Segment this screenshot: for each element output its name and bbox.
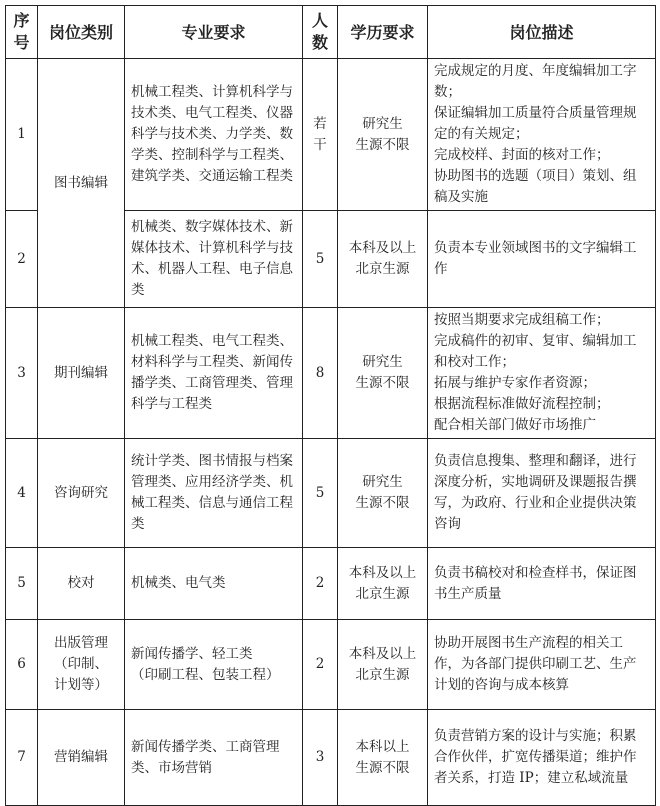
row-description: 协助开展图书生产流程的相关工作，为各部门提供印刷工艺、生产计划的咨询与成本核算 bbox=[428, 620, 656, 710]
row-education: 本科以上 生源不限 bbox=[338, 710, 428, 806]
row-count: 8 bbox=[303, 308, 338, 439]
row-category: 期刊编辑 bbox=[38, 308, 125, 439]
row-major: 统计学类、图书情报与档案管理类、应用经济学类、机械工程类、信息与通信工程类 bbox=[125, 439, 303, 548]
row-count: 2 bbox=[303, 620, 338, 710]
row-education: 本科及以上 北京生源 bbox=[338, 548, 428, 620]
row-education: 研究生 生源不限 bbox=[338, 439, 428, 548]
row-count: 2 bbox=[303, 548, 338, 620]
row-seq: 2 bbox=[6, 211, 38, 308]
header-seq: 序 号 bbox=[6, 6, 38, 59]
row-description: 负责书稿校对和检查样书，保证图书生产质量 bbox=[428, 548, 656, 620]
row-major: 机械工程类、计算机科学与技术类、电气工程类、仪器科学与技术类、力学类、数学类、控制科学与工程类、建筑学类、交通运输工程类 bbox=[125, 59, 303, 211]
row-seq: 7 bbox=[6, 710, 38, 806]
row-description: 负责营销方案的设计与实施；积累合作伙伴，扩宽传播渠道；维护作者关系，打造 IP；建立私域流量 bbox=[428, 710, 656, 806]
table-row bbox=[6, 710, 656, 806]
row-category: 营销编辑 bbox=[38, 710, 125, 806]
row-major: 机械类、电气类 bbox=[125, 548, 303, 620]
row-seq: 4 bbox=[6, 439, 38, 548]
row-seq: 1 bbox=[6, 59, 38, 211]
header-major: 专业要求 bbox=[125, 6, 303, 59]
job-table bbox=[5, 5, 656, 806]
table-row bbox=[6, 439, 656, 548]
row-description: 负责信息搜集、整理和翻译，进行深度分析，实地调研及课题报告撰写，为政府、行业和企业提供决策咨询 bbox=[428, 439, 656, 548]
row-education: 研究生 生源不限 bbox=[338, 59, 428, 211]
header-description: 岗位描述 bbox=[428, 6, 656, 59]
row-description: 完成规定的月度、年度编辑加工字数； 保证编辑加工质量符合质量管理规定的有关规定； 完成校样、封面的核对工作； 协助图书的选题（项目）策划、组稿及实施 bbox=[428, 59, 656, 211]
row-major: 机械类、数字媒体技术、新媒体技术、计算机科学与技术、机器人工程、电子信息类 bbox=[125, 211, 303, 308]
header-row bbox=[6, 6, 656, 59]
row-description: 按照当期要求完成组稿工作； 完成稿件的初审、复审、编辑加工和校对工作； 拓展与维护专家作者资源； 根据流程标准做好流程控制； 配合相关部门做好市场推广 bbox=[428, 308, 656, 439]
header-count: 人 数 bbox=[303, 6, 338, 59]
row-major: 机械工程类、电气工程类、材料科学与工程类、新闻传播学类、工商管理类、管理科学与工程类 bbox=[125, 308, 303, 439]
row-category: 咨询研究 bbox=[38, 439, 125, 548]
row-description: 负责本专业领域图书的文字编辑工作 bbox=[428, 211, 656, 308]
row-seq: 3 bbox=[6, 308, 38, 439]
table-row bbox=[6, 308, 656, 439]
header-education: 学历要求 bbox=[338, 6, 428, 59]
table-row bbox=[6, 620, 656, 710]
row-seq: 6 bbox=[6, 620, 38, 710]
row-seq: 5 bbox=[6, 548, 38, 620]
row-category: 图书编辑 bbox=[38, 59, 125, 308]
row-count: 5 bbox=[303, 439, 338, 548]
row-category: 校对 bbox=[38, 548, 125, 620]
header-category: 岗位类别 bbox=[38, 6, 125, 59]
row-education: 研究生 生源不限 bbox=[338, 308, 428, 439]
row-education: 本科及以上 北京生源 bbox=[338, 620, 428, 710]
row-major: 新闻传播学、轻工类 （印刷工程、包装工程） bbox=[125, 620, 303, 710]
row-major: 新闻传播学类、工商管理类、市场营销 bbox=[125, 710, 303, 806]
row-count: 3 bbox=[303, 710, 338, 806]
row-count: 若 干 bbox=[303, 59, 338, 211]
table-row bbox=[6, 59, 656, 211]
row-education: 本科及以上 北京生源 bbox=[338, 211, 428, 308]
table-row bbox=[6, 548, 656, 620]
row-category: 出版管理 （印制、 计划等） bbox=[38, 620, 125, 710]
row-count: 5 bbox=[303, 211, 338, 308]
